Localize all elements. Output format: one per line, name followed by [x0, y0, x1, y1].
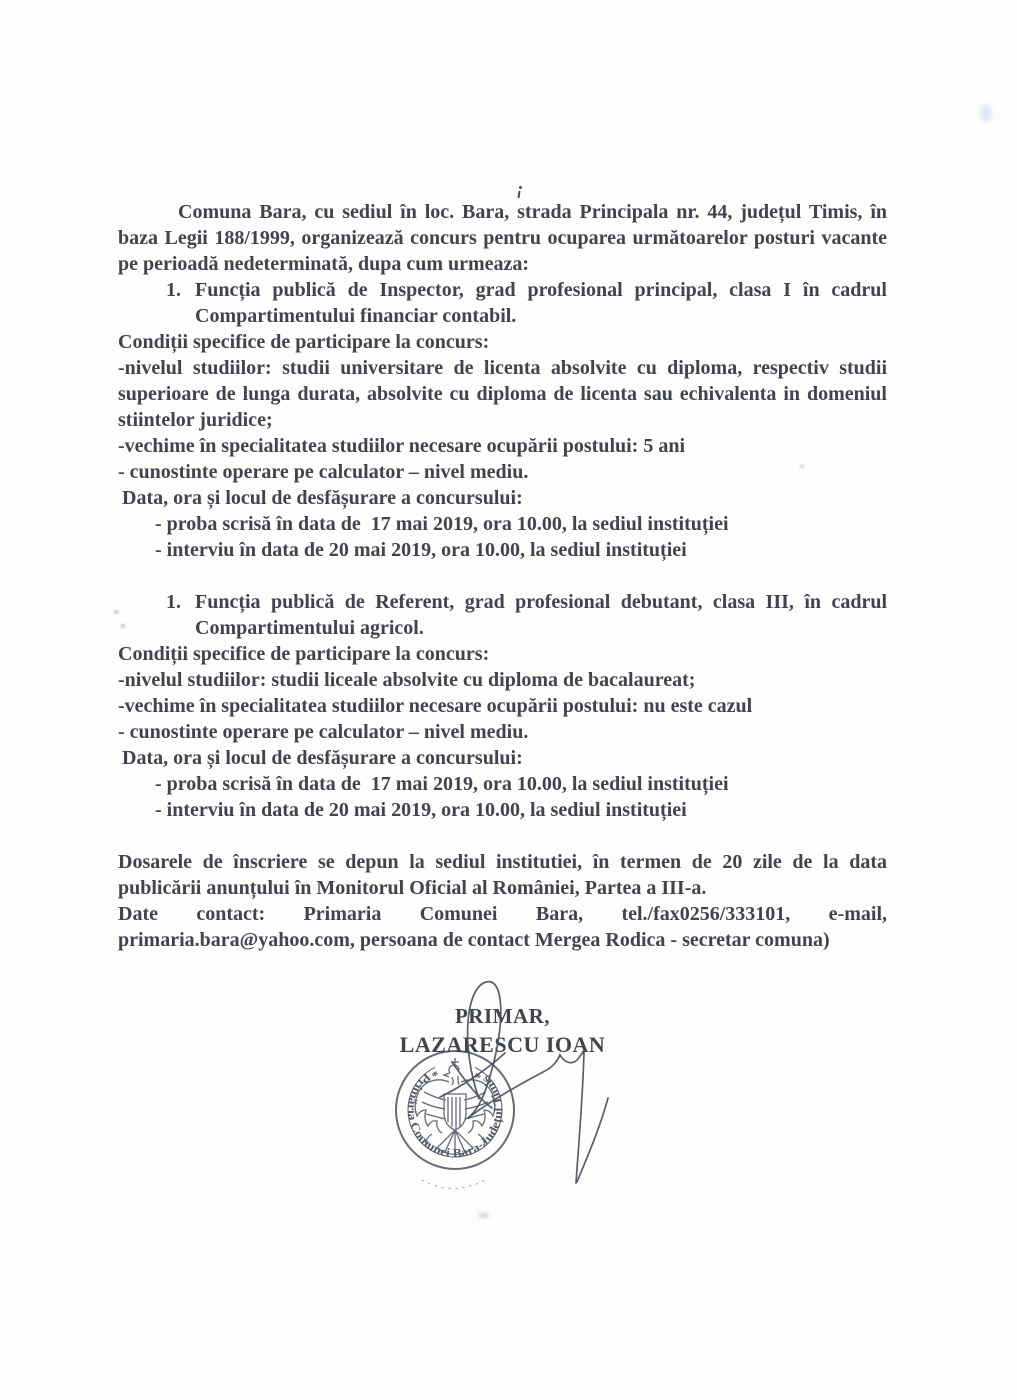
text-line — [118, 745, 887, 771]
text-run: Data, ora și locul de desfășurare a concursului: — [122, 487, 523, 509]
text-run: -vechime în specialitatea studiilor necesare ocupării postului: 5 ani — [118, 435, 686, 457]
text-line — [118, 433, 887, 459]
text-line — [118, 329, 887, 355]
stamp-smudge-arc — [422, 1178, 488, 1189]
text-line — [118, 277, 887, 329]
scan-artifact — [980, 104, 992, 122]
text-run: Data, ora și locul de desfășurare a concursului: — [122, 747, 523, 769]
text-run: - proba scrisă în data de 17 mai 2019, ora 10.00, la sediul instituției — [155, 513, 729, 535]
text-line — [118, 849, 887, 901]
text-line — [118, 537, 887, 563]
official-stamp — [382, 1046, 528, 1206]
text-run: -vechime în specialitatea studiilor necesare ocupării postului: nu este cazul — [118, 695, 753, 717]
text-line — [118, 797, 887, 823]
text-run: Date contact: Primaria Comunei Bara, tel./fax0256/333101, e-mail, primaria.bara@yahoo.com, persoana de contact Mergea Rodica - secretar comuna) — [118, 903, 887, 951]
scan-artifact — [518, 191, 521, 198]
text-line — [118, 459, 887, 485]
text-line — [118, 199, 887, 277]
text-line — [118, 485, 887, 511]
text-line — [118, 355, 887, 433]
text-line — [118, 901, 887, 953]
signature-title: PRIMAR, — [454, 1004, 551, 1028]
text-run: -nivelul studiilor: studii liceale absolvite cu diploma de bacalaureat; — [118, 669, 696, 691]
text-run: - interviu în data de 20 mai 2019, ora 10.00, la sediul instituției — [155, 799, 687, 821]
text-run: Comuna Bara, cu sediul în loc. Bara, strada Principala nr. 44, județul Timis, în baza Legii 188/1999, organizează concurs pentru ocuparea următoarelor posturi vacante pe perioadă nedeterminată, dupa cum urmeaza: — [118, 201, 887, 275]
signature-stroke — [576, 1051, 608, 1183]
text-line — [118, 693, 887, 719]
text-line — [118, 641, 887, 667]
text-run: - proba scrisă în data de 17 mai 2019, ora 10.00, la sediul instituției — [155, 773, 729, 795]
stamp-ring-text: * Primăria Comunei Bara-Județul Timiș * — [404, 1064, 506, 1161]
text-run: Dosarele de înscriere se depun la sediul institutiei, în termen de 20 zile de la data publicării anunțului în Monitorul Oficial al României, Partea a III-a. — [118, 851, 887, 899]
list-marker: 1. — [166, 591, 181, 613]
spacer — [118, 563, 887, 589]
text-run: Condiții specifice de participare la concurs: — [118, 331, 490, 353]
text-run: - cunostinte operare pe calculator – nivel mediu. — [118, 721, 529, 743]
signature-block — [118, 1002, 887, 1059]
text-run: - cunostinte operare pe calculator – nivel mediu. — [118, 461, 529, 483]
text-line — [118, 771, 887, 797]
text-line — [118, 589, 887, 641]
text-run: - interviu în data de 20 mai 2019, ora 10.00, la sediul instituției — [155, 539, 687, 561]
scan-artifact — [478, 1213, 489, 1218]
document-body — [118, 199, 887, 953]
text-line — [118, 667, 887, 693]
text-line — [118, 511, 887, 537]
spacer — [118, 823, 887, 849]
text-run: Funcția publică de Referent, grad profesional debutant, clasa III, în cadrul Compartimentului agricol. — [195, 591, 887, 639]
text-run: Funcția publică de Inspector, grad profesional principal, clasa I în cadrul Compartimentului financiar contabil. — [195, 279, 887, 327]
list-marker: 1. — [166, 279, 181, 301]
text-run: -nivelul studiilor: studii universitare de licenta absolvite cu diploma, respectiv studii superioare de lunga durata, absolvite cu diploma de licenta sau echivalenta in domeniul stiintelor juridice; — [118, 357, 887, 431]
text-line — [118, 719, 887, 745]
signature-name: LAZARESCU IOAN — [399, 1032, 606, 1057]
scan-artifact — [519, 186, 522, 189]
text-run: Condiții specifice de participare la concurs: — [118, 643, 490, 665]
